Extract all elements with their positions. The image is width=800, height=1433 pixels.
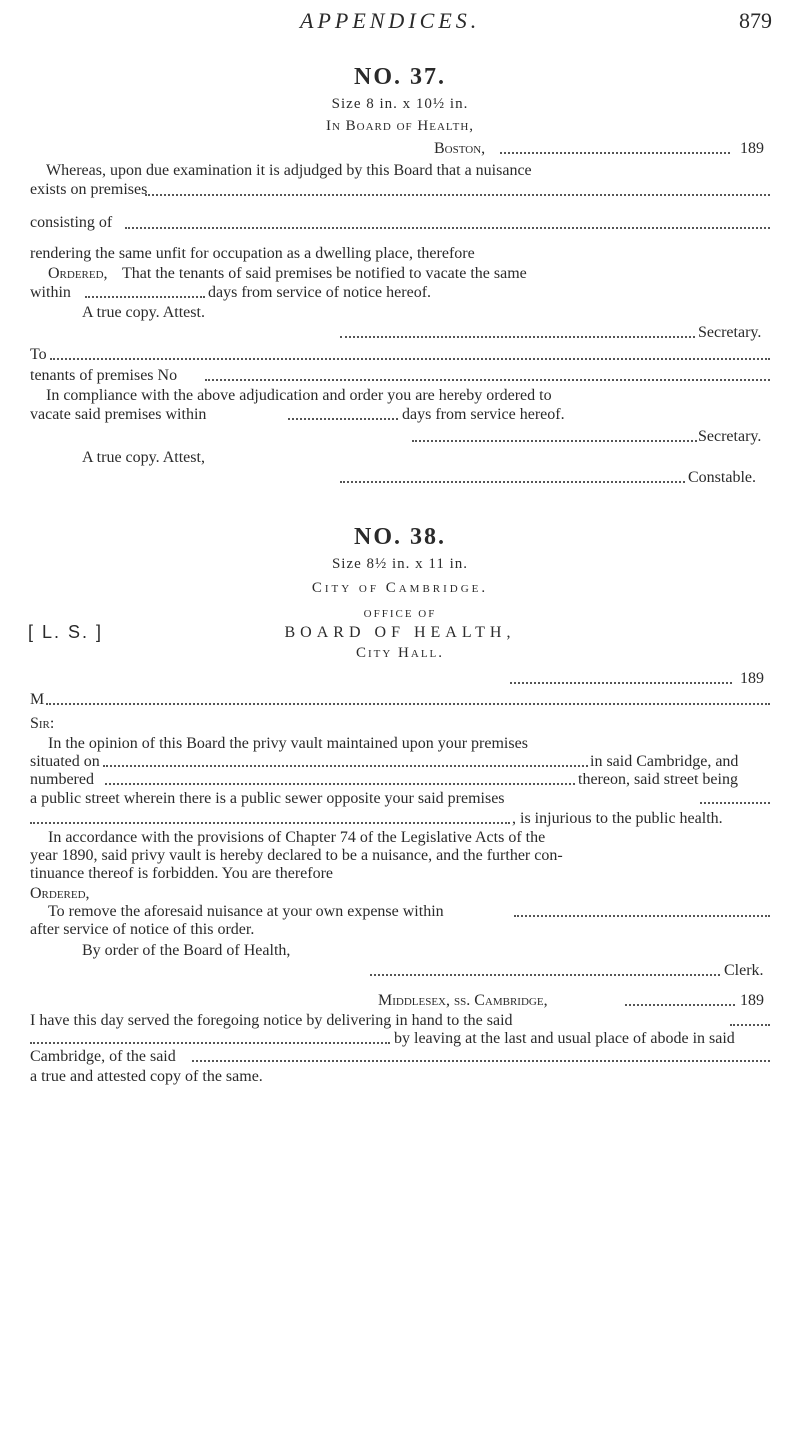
form-38-year-2: 189 xyxy=(740,992,764,1009)
dotted-fill xyxy=(30,822,510,824)
form-38-city: City of Cambridge. xyxy=(311,580,489,596)
form-38-numbered: numbered xyxy=(30,771,94,788)
seal-ls: [ L. S. ] xyxy=(28,622,104,642)
dotted-fill xyxy=(412,440,697,442)
dotted-fill xyxy=(30,1042,390,1044)
form-37-rendering: rendering the same unfit for occupation as a dwelling place, therefore xyxy=(30,245,475,262)
form-37-size: Size 8 in. x 10½ in. xyxy=(331,96,469,112)
form-38-board: BOARD OF HEALTH, xyxy=(284,624,516,641)
form-37-vacate: vacate said premises within xyxy=(30,406,207,423)
form-37-comply: In compliance with the above adjudication and order you are hereby ordered to xyxy=(46,387,552,404)
form-38-middlesex: Middlesex, ss. Cambridge, xyxy=(378,992,548,1009)
dotted-fill xyxy=(50,358,770,360)
form-37-secretary: Secretary. xyxy=(698,324,762,341)
form-38-clerk: Clerk. xyxy=(724,962,764,979)
form-37-days-b: days from service hereof. xyxy=(402,406,565,423)
form-37-secretary-2: Secretary. xyxy=(698,428,762,445)
form-38-tinuance: tinuance thereof is forbidden. You are therefore xyxy=(30,865,333,882)
form-37-place-fill xyxy=(500,152,730,154)
dotted-fill xyxy=(514,915,770,917)
running-head: APPENDICES. xyxy=(300,8,481,33)
form-38-cambridge: Cambridge, of the said xyxy=(30,1048,176,1065)
page-number: 879 xyxy=(739,8,772,33)
form-38-title: NO. 38. xyxy=(354,524,446,550)
form-37-within: within xyxy=(30,284,71,301)
dotted-fill xyxy=(340,481,685,483)
form-38-sir: Sir: xyxy=(30,715,55,732)
dotted-fill xyxy=(125,227,770,229)
form-38-remove: To remove the aforesaid nuisance at your own expense within xyxy=(48,903,444,920)
dotted-fill xyxy=(85,296,205,298)
form-38-ordered: Ordered, xyxy=(30,885,90,902)
form-38-in-said: in said Cambridge, and xyxy=(590,753,739,770)
form-37-attest: A true copy. Attest. xyxy=(82,304,205,321)
form-37-constable: Constable. xyxy=(688,469,756,486)
form-37-board: In Board of Health, xyxy=(325,118,475,134)
dotted-fill xyxy=(340,336,695,338)
form-38-public: a public street wherein there is a public sewer opposite your said premises xyxy=(30,790,505,807)
form-38-leaving: by leaving at the last and usual place of abode in said xyxy=(394,1030,735,1047)
dotted-fill xyxy=(46,703,770,705)
form-38-office: OFFICE OF xyxy=(363,608,437,620)
form-38-size: Size 8½ in. x 11 in. xyxy=(331,556,469,572)
form-38-by-order: By order of the Board of Health, xyxy=(82,942,291,959)
form-37-attest-2: A true copy. Attest, xyxy=(82,449,205,466)
form-37-year: 189 xyxy=(740,140,764,157)
page-header xyxy=(0,8,800,38)
form-38-hall: City Hall. xyxy=(355,645,445,661)
form-37-consisting: consisting of xyxy=(30,214,113,231)
dotted-fill xyxy=(730,1024,770,1026)
dotted-fill xyxy=(625,1004,735,1006)
form-38-accord: In accordance with the provisions of Chapter 74 of the Legislative Acts of the xyxy=(48,829,546,846)
dotted-fill xyxy=(103,765,588,767)
dotted-fill xyxy=(205,379,770,381)
form-38-m: M xyxy=(30,691,45,708)
form-38-injurious: , is injurious to the public health. xyxy=(512,810,723,827)
form-37-para1: Whereas, upon due examination it is adjudged by this Board that a nuisance xyxy=(46,162,532,179)
form-38-true: a true and attested copy of the same. xyxy=(30,1068,263,1085)
form-37-para1b: exists on premises xyxy=(30,181,148,198)
form-38-served: I have this day served the foregoing notice by delivering in hand to the said xyxy=(30,1012,513,1029)
dotted-fill xyxy=(145,194,770,196)
dotted-fill xyxy=(192,1060,770,1062)
form-38-para1: In the opinion of this Board the privy vault maintained upon your premises xyxy=(48,735,528,752)
form-38-after: after service of notice of this order. xyxy=(30,921,255,938)
form-38-situated: situated on xyxy=(30,753,100,770)
form-38-year-line: year 1890, said privy vault is hereby declared to be a nuisance, and the further con- xyxy=(30,847,563,864)
form-37-tenants: tenants of premises No xyxy=(30,367,178,384)
form-37-place: Boston, xyxy=(434,140,486,157)
form-37-title: NO. 37. xyxy=(354,64,446,90)
form-37-days: days from service of notice hereof. xyxy=(208,284,432,301)
dotted-fill xyxy=(700,802,770,804)
dotted-fill xyxy=(105,783,575,785)
dotted-fill xyxy=(370,974,720,976)
dotted-fill xyxy=(510,682,732,684)
form-38-year: 189 xyxy=(740,670,764,687)
form-37-ordered: Ordered, xyxy=(48,265,108,282)
dotted-fill xyxy=(288,418,398,420)
form-37-ordered-text: That the tenants of said premises be notified to vacate the same xyxy=(122,265,527,282)
form-38-thereon: thereon, said street being xyxy=(578,771,738,788)
form-37-to: To xyxy=(30,346,47,363)
